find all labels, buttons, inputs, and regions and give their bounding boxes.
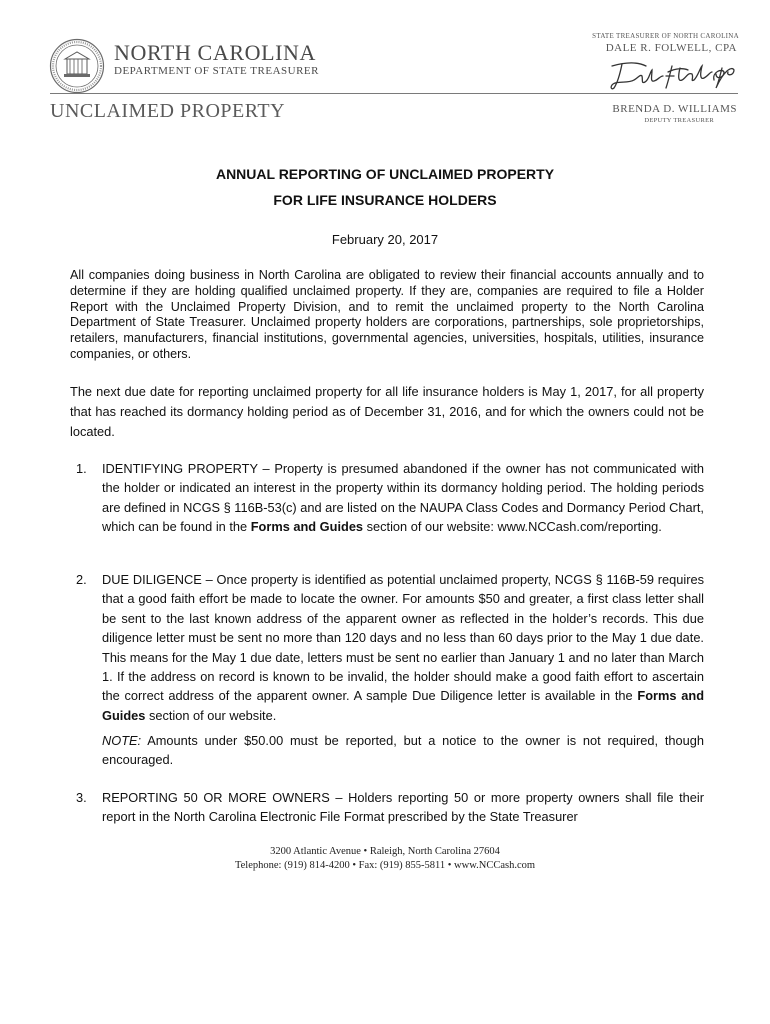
deputy-name: BRENDA D. WILLIAMS bbox=[612, 103, 737, 115]
list-item-number: 2. bbox=[76, 572, 87, 587]
treasurer-name: DALE R. FOLWELL, CPA bbox=[605, 42, 737, 54]
footer-address: 3200 Atlantic Avenue • Raleigh, North Carolina 27604 bbox=[270, 846, 500, 857]
due-date-paragraph: The next due date for reporting unclaimed property for all life insurance holders is May 1, 2017, for all property that has reached its dormancy holding period as of December 31, 2016, and for which the owners could not be located. bbox=[70, 384, 704, 439]
footer-contact: Telephone: (919) 814-4200 • Fax: (919) 855-5811 • www.NCCash.com bbox=[234, 860, 536, 871]
treasurer-signature bbox=[608, 58, 738, 92]
document-date: February 20, 2017 bbox=[331, 232, 439, 247]
state-seal-icon bbox=[49, 38, 105, 94]
list-item-text: IDENTIFYING PROPERTY – Property is presumed abandoned if the owner has not communicated with the holder or indicated an interest in the property within its dormancy holding period. The holding periods are defined in NCGS § 116B-53(c) and are listed on the NAUPA Class Codes and Dormancy Period Chart, which can be found in the Forms and Guides section of our website: www.NCCash.com/reporting. bbox=[102, 461, 704, 535]
list-item-number: 1. bbox=[76, 461, 87, 476]
list-item-text: DUE DILIGENCE – Once property is identified as potential unclaimed property, NCGS § 116B-59 requires that a good faith effort be made to locate the owner. For amounts $50 and greater, a first class letter shall be sent to the last known address of the apparent owner as reflected in the holder’s records. This due diligence letter must be sent no more than 120 days and no less than 60 days prior to the May 1 due date. This means for the May 1 due date, letters must be sent no earlier than January 1 and no later than March 1. If the address on record is known to be invalid, the holder should make a good faith effort to ascertain the correct address of the apparent owner. A sample Due Diligence letter is available in the Forms and Guides section of our website. bbox=[102, 572, 705, 723]
treasurer-title: STATE TREASURER OF NORTH CAROLINA bbox=[592, 32, 739, 40]
list-item bbox=[76, 788, 704, 827]
document-title-line-2: FOR LIFE INSURANCE HOLDERS bbox=[273, 192, 497, 208]
deputy-title: DEPUTY TREASURER bbox=[644, 117, 714, 124]
list-item bbox=[76, 570, 704, 725]
list-item-text: REPORTING 50 OR MORE OWNERS – Holders reporting 50 or more property owners shall file their report in the North Carolina Electronic File Format prescribed by the State Treasurer bbox=[102, 790, 704, 825]
note-paragraph: NOTE: Amounts under $50.00 must be reported, but a notice to the owner is not required, though encouraged. bbox=[102, 733, 704, 768]
division-name: UNCLAIMED PROPERTY bbox=[50, 100, 286, 122]
note-label: NOTE: bbox=[102, 733, 142, 748]
list-item-number: 3. bbox=[76, 790, 87, 805]
intro-paragraph: All companies doing business in North Carolina are obligated to review their financial accounts annually and to determine if they are holding qualified unclaimed property. If they are, companies are required to file a Holder Report with the Unclaimed Property Division, and to remit the unclaimed property to the North Carolina Department of State Treasurer. Unclaimed property holders are corporations, partnerships, sole proprietorships, retailers, manufacturers, financial institutions, governmental agencies, universities, hospitals, utilities, insurance companies, or others. bbox=[70, 268, 704, 361]
organization-department: DEPARTMENT OF STATE TREASURER bbox=[114, 65, 319, 77]
list-item bbox=[76, 459, 704, 537]
document-title-line-1: ANNUAL REPORTING OF UNCLAIMED PROPERTY bbox=[215, 166, 555, 182]
letterhead-divider bbox=[50, 93, 738, 94]
organization-name: NORTH CAROLINA bbox=[114, 40, 317, 65]
